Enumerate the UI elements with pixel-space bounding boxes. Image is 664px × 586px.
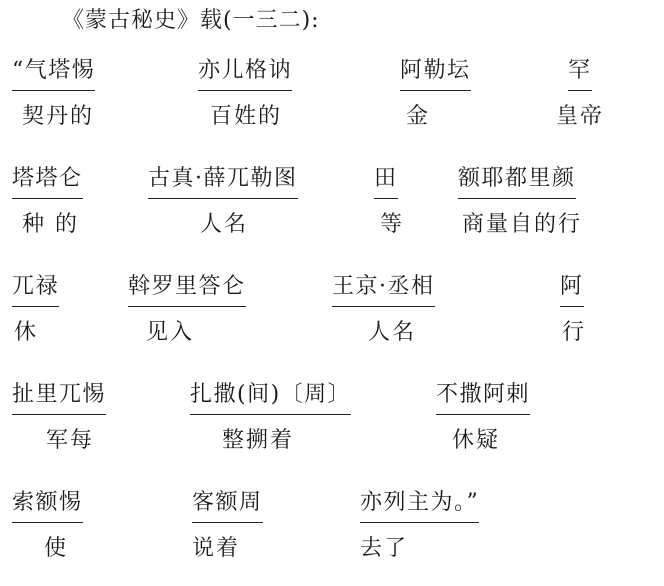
transliteration: 塔塔仑 [12, 162, 83, 199]
gloss: 人名 [200, 212, 249, 237]
gloss-row [0, 270, 664, 370]
transliteration: 阿 [560, 270, 584, 307]
gloss: 整搠着 [222, 428, 295, 453]
gloss: 皇帝 [556, 104, 605, 129]
gloss-row [0, 162, 664, 262]
gloss: 百姓的 [210, 104, 283, 129]
gloss: 去了 [360, 536, 409, 561]
gloss: 种 的 [22, 212, 79, 237]
transliteration: 扎撒(间)〔周〕 [190, 378, 351, 415]
page-title: 《蒙古秘史》载(一三二): [62, 8, 320, 33]
gloss-row [0, 54, 664, 154]
gloss: 商量自的行 [462, 212, 583, 237]
transliteration: 不撒阿剌 [436, 378, 530, 415]
transliteration: 罕 [568, 54, 592, 91]
gloss: 人名 [368, 320, 417, 345]
transliteration: 扯里兀惕 [12, 378, 106, 415]
transliteration: 王京·丞相 [332, 270, 435, 307]
transliteration: 兀禄 [12, 270, 59, 307]
gloss: 金 [406, 104, 431, 129]
transliteration: 田 [374, 162, 398, 199]
gloss: 行 [562, 320, 587, 345]
gloss: 契丹的 [22, 104, 95, 129]
transliteration: 斡罗里答仑 [128, 270, 246, 307]
transliteration: 亦列主为。” [360, 486, 479, 523]
gloss: 军每 [46, 428, 95, 453]
gloss: 等 [380, 212, 405, 237]
transliteration: 额耶都里颜 [458, 162, 576, 199]
gloss-row [0, 378, 664, 478]
gloss: 休 [14, 320, 39, 345]
gloss: 使 [44, 536, 69, 561]
transliteration: “气塔惕 [12, 54, 95, 91]
transliteration: 阿勒坛 [400, 54, 471, 91]
transliteration: 索额惕 [12, 486, 83, 523]
gloss-row [0, 486, 664, 586]
transliteration: 古真·薛兀勒图 [148, 162, 298, 199]
gloss: 说着 [192, 536, 241, 561]
gloss: 休疑 [452, 428, 501, 453]
transliteration: 亦儿格讷 [198, 54, 292, 91]
transliteration: 客额周 [192, 486, 263, 523]
gloss: 见入 [146, 320, 195, 345]
